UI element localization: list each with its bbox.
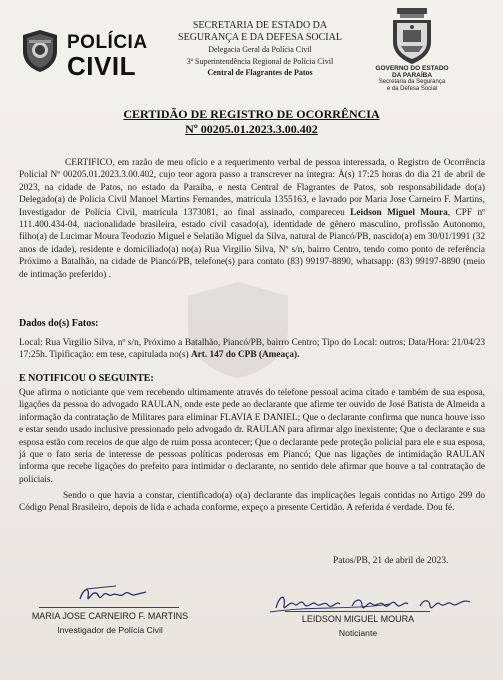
state-government-text [368, 65, 456, 93]
legal-article: Art. 147 do CPB (Ameaça). [190, 350, 300, 361]
state-line: e da Defesa Social [386, 86, 438, 92]
investigator-signature [76, 583, 148, 607]
state-line: DA PARAÍBA [391, 72, 433, 79]
letterhead-line: SEGURANÇA E DA DEFESA SOCIAL [178, 32, 342, 43]
state-line: GOVERNO DO ESTADO [375, 65, 449, 72]
paragraph-text: Local: Rua Virgilio Silva, nº s/n, Próximo a Batalhão, Piancó/PB, bairro Centro; Tipo do Local: outros; Data/Hora: 21/04/23 17:25h. Tipificação: em tese, capitulada no(s) [19, 338, 485, 361]
letterhead [0, 0, 503, 90]
paragraph-text: CERTIFICO, em razão de meu ofício e a requerimento verbal de pessoa interessada, o Registro de Ocorrência Policial Nº 00205.01.2023.3.00.402, cujo teor agora passo a transcrever na íntegra: À(s) 17:25 horas do dia 21 de abril de 2023, na cidade de Patos, no estado da Paraíba, e nesta Central de Flagrantes de Patos, sob responsabilidade do(a) Delegado(a) de Polícia Civil Manoel Martins Fernandes, matrícula 1355163, e lavrado por Maria Jose Carneiro F. Martins, Investigador de Polícia Civil, matrícula 1373081, ao final assinado, compareceu [19, 158, 485, 218]
certification-paragraph [19, 157, 485, 281]
police-badge-icon [21, 29, 59, 73]
logo-line-2: CIVIL [67, 51, 136, 81]
declarant-role: Noticiante [338, 628, 378, 638]
letterhead-line: SECRETARIA DE ESTADO DA [192, 20, 328, 31]
notice-heading: E NOTIFICOU O SEGUINTE: [19, 373, 154, 384]
letterhead-center-text [160, 20, 360, 79]
investigator-name: MARIA JOSE CARNEIRO F. MARTINS [31, 611, 189, 621]
declarant-name: Leidson Miguel Moura [350, 207, 448, 218]
facts-heading: Dados do(s) Fatos: [19, 318, 99, 329]
facts-paragraph [19, 337, 485, 362]
closing-paragraph: Sendo o que havia a constar, cientificado(a) o(a) declarante das implicações legais contidas no Artigo 299 do Código Penal Brasileiro, depois de lida e achada conforme, expeço a presente Certidão. A referida é verdade. Dou fé. [19, 491, 485, 514]
signature-line [285, 611, 430, 612]
state-coat-of-arms-icon [383, 8, 441, 66]
paragraph-text: , CPF nº 111.400.434-04, nacionalidade brasileira, estado civil casado(a), identidade de gênero masculino, profissão Autonomo, filho(a) de Lucimar Moura Teodozio Miguel e Selatião Miguel da Silva, natural de Piancó/PB, nascido(a) em 30/01/1991 (32 anos de idade), residente e domiciliado(a) no(a) Rua Virgilio Silva, Nº s/n, bairro Centro, tendo como ponto de referência Próximo a Batalhão, na cidade de Piancó/PB, telefone(s) para contato (83) 99197-8890, whatsapp: (83) 99197-8890 (meio de intimação preferido) . [19, 207, 486, 280]
logo-line-1: POLÍCIA [67, 32, 148, 53]
document-title: CERTIDÃO DE REGISTRO DE OCORRÊNCIA [123, 107, 380, 121]
letterhead-line: Delegacia Geral da Polícia Civil [208, 45, 312, 54]
place-and-date: Patos/PB, 21 de abril de 2023. [333, 556, 449, 566]
watermark-shield-icon [183, 280, 293, 380]
investigator-role: Investigador de Polícia Civil [57, 625, 163, 635]
state-line: Secretaria da Segurança [378, 79, 446, 85]
document-number: Nº 00205.01.2023.3.00.402 [185, 122, 318, 136]
police-logo-text [67, 33, 148, 79]
declarant-signature [270, 590, 480, 616]
declarant-signature-name: LEIDSON MIGUEL MOURA [301, 614, 415, 624]
letterhead-line: 3ª Superintendência Regional de Polícia Civil [186, 56, 334, 66]
notice-paragraph: Que afirma o noticiante que vem recebendo ultimamente através do telefone pessoal acima citado e também de sua esposa, ligações da pessoa do advogado RAULAN, onde este pede ao declarante que afirme ter ouvido de José Batista de Almeida a informação da contratação de Militares para eliminar FLAVIA E DANIEL; Que o declarante confirma que nunca houve isso e estar sendo usado inclusive pressionado pelo advogado dr. RAULAN para afirmar algo inexistente; Que o declarante e sua esposa estão com receios de que algo de ruim possa acontecer; Que o declarante pede proteção policial para ele e sua esposa, já que o fato seria de interesse de pessoas políticas poderosas em Piancó; Que nas ligações de intimidação RAULAN informa que recebe ligações do prefeito para intimidar o declarante, no sentido dele afirmar que houve a tal contratação de policiais. [19, 388, 485, 485]
signature-line [39, 607, 179, 608]
letterhead-line: Central de Flagrantes de Patos [207, 68, 313, 77]
